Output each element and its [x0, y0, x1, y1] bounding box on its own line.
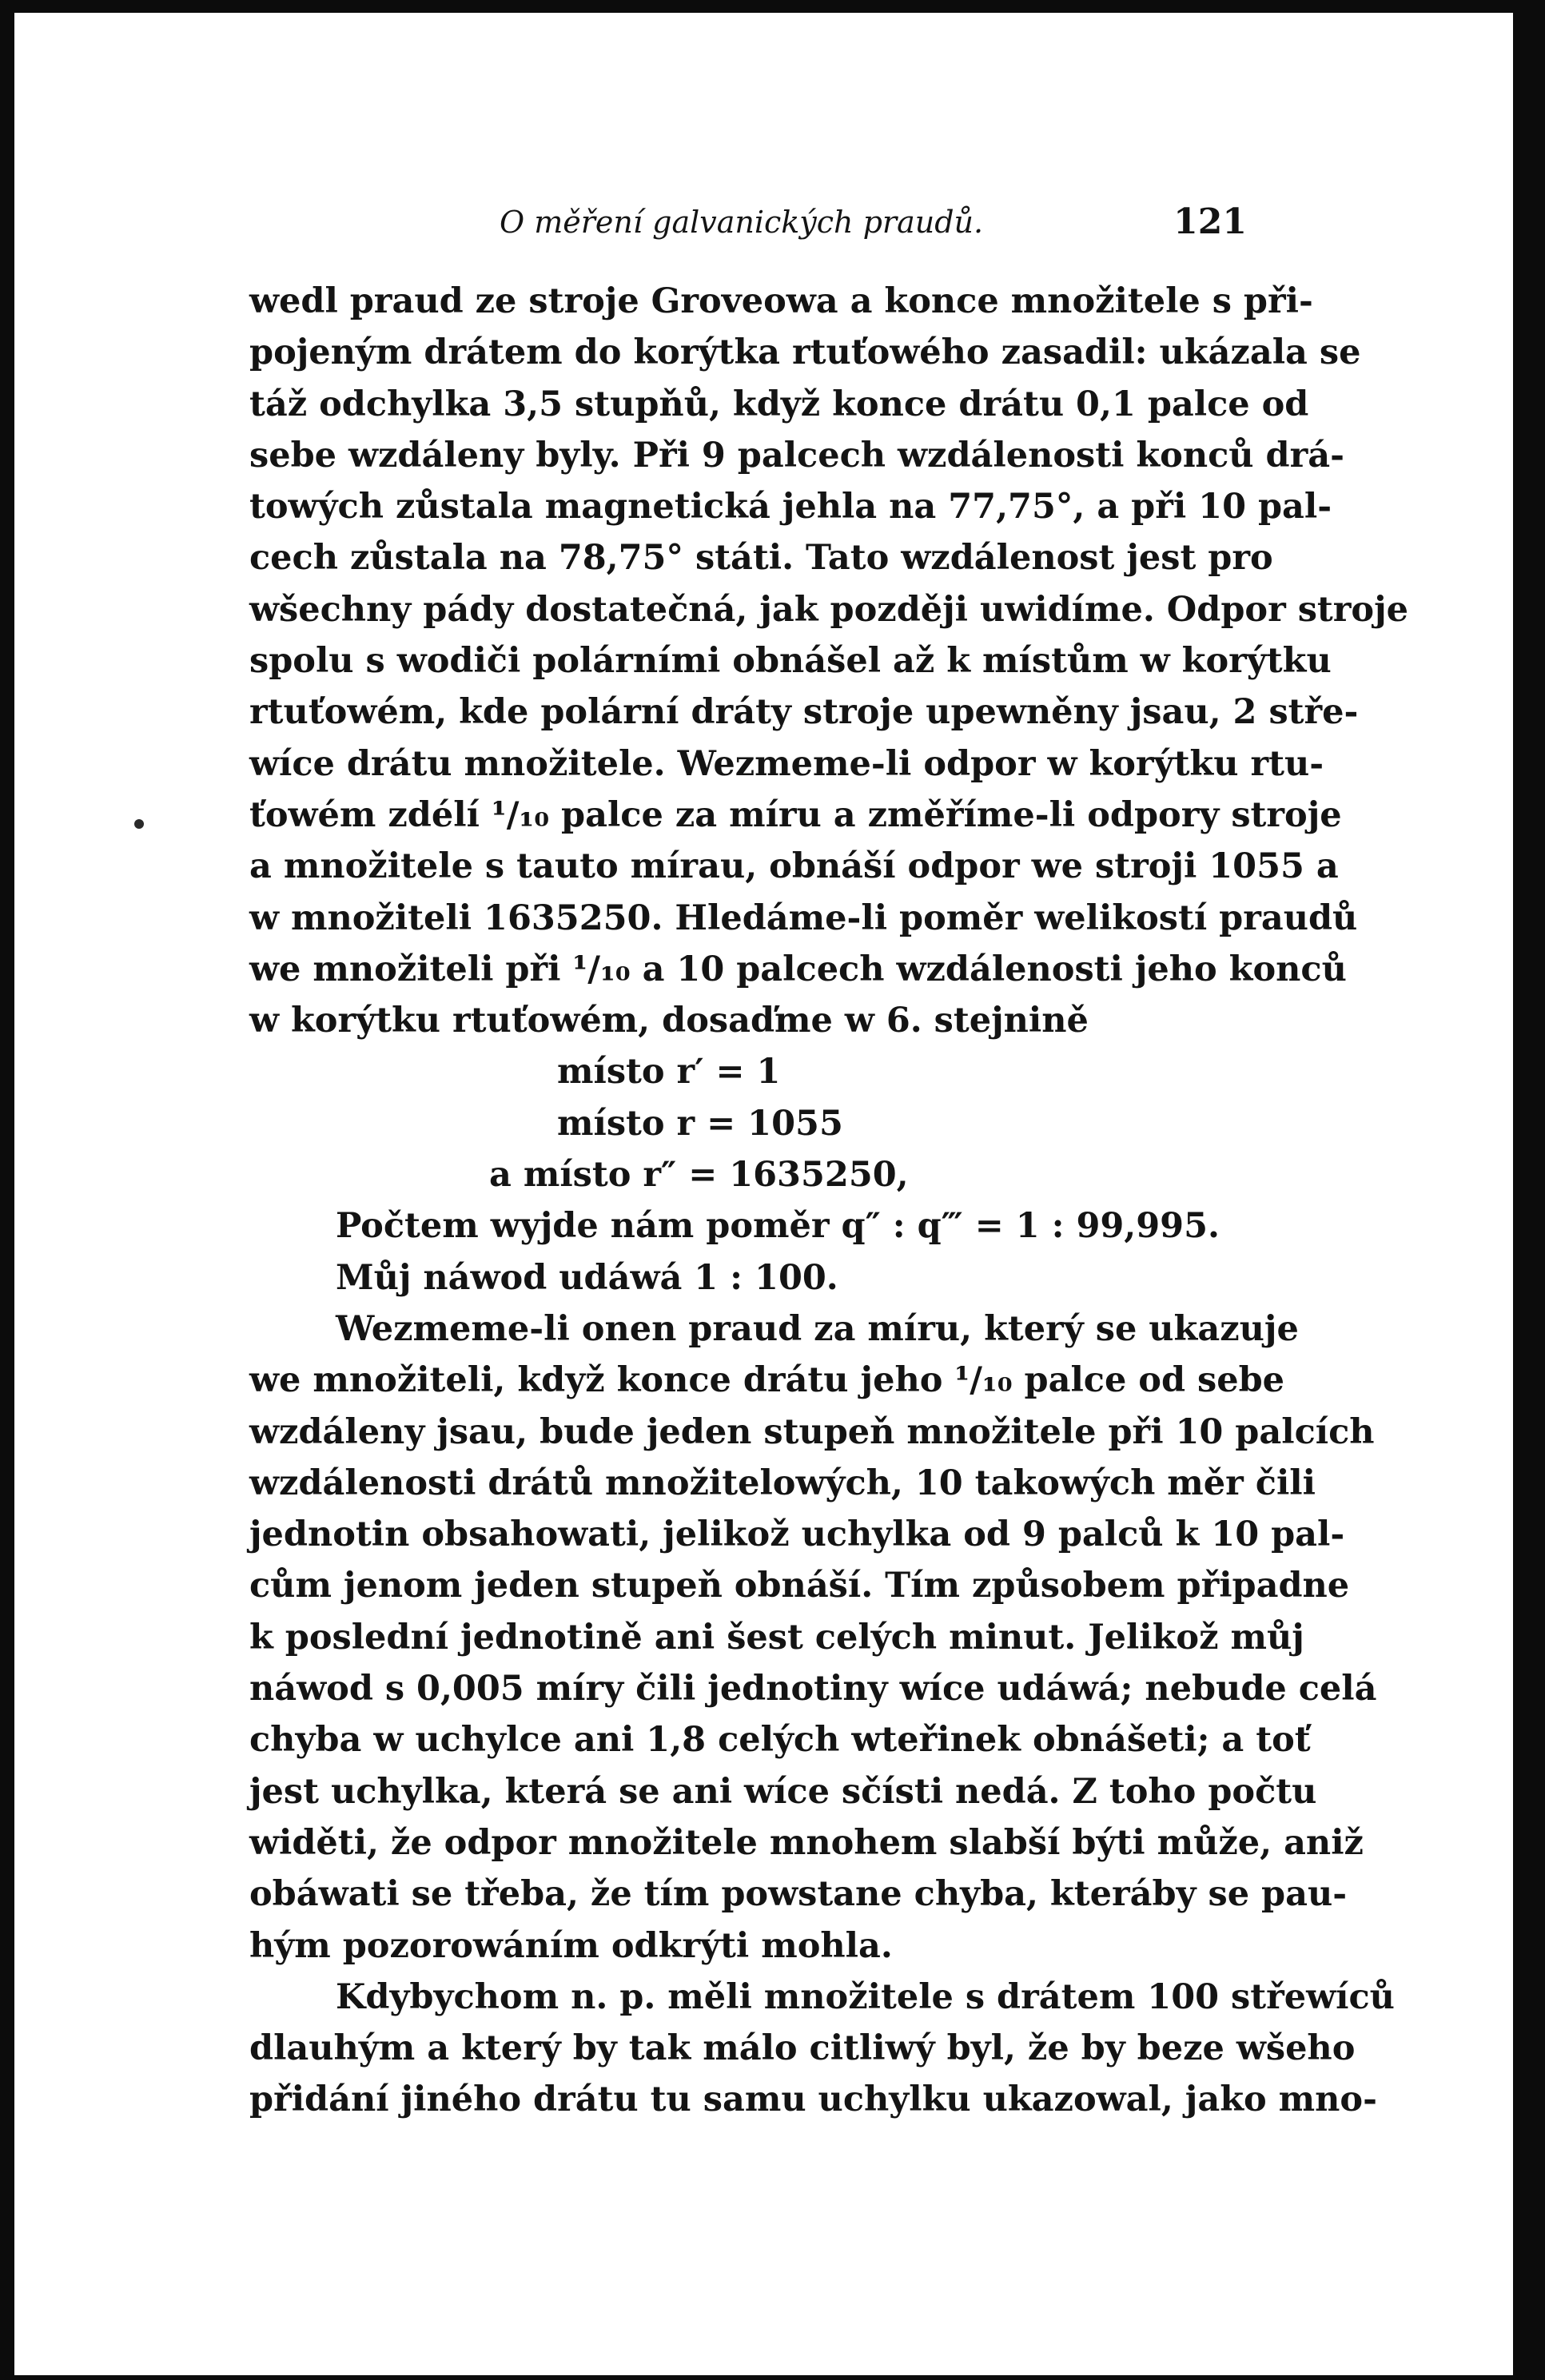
running-title: O měření galvanických praudů. [500, 205, 984, 240]
text-line: dlauhým a který by tak málo citliwý byl, že by beze wšeho [249, 2028, 1356, 2069]
text-line: obáwati se třeba, že tím powstane chyba, kteráby se pau- [249, 1874, 1348, 1915]
scan-border-top [0, 0, 1545, 13]
body-text [249, 276, 1409, 2126]
text-line: jest uchylka, která se ani wíce sčísti nedá. Z toho počtu [249, 1771, 1317, 1812]
text-line: w korýtku rtuťowém, dosaďme w 6. stejnině [249, 1001, 1089, 1041]
equation-line: místo r′ = 1 [557, 1052, 781, 1092]
text-line: wšechny pády dostatečná, jak později uwidíme. Odpor stroje [249, 589, 1409, 630]
paragraph-first-line: Kdybychom n. p. měli množitele s drátem 100 střewíců [336, 1976, 1395, 2017]
text-line: cech zůstala na 78,75° státi. Tato wzdálenost jest pro [249, 538, 1273, 579]
equation-line: a místo r″ = 1635250, [489, 1155, 909, 1196]
text-line: sebe wzdáleny byly. Při 9 palcech wzdálenosti konců drá- [249, 435, 1344, 476]
text-line: rtuťowém, kde polární dráty stroje upewněny jsau, 2 stře- [249, 692, 1359, 733]
text-line: ťowém zdélí ¹/₁₀ palce za míru a změříme-li odpory stroje [249, 794, 1342, 835]
text-line: jednotin obsahowati, jelikož uchylka od 9 palců k 10 pal- [249, 1514, 1345, 1555]
page-header [248, 200, 1247, 248]
text-line: a množitele s tauto mírau, obnáší odpor we stroji 1055 a [249, 846, 1339, 887]
page-number: 121 [1173, 201, 1247, 242]
text-line: towých zůstala magnetická jehla na 77,75°, a při 10 pal- [249, 487, 1332, 527]
paragraph-first-line: Wezmeme-li onen praud za míru, který se ukazuje [336, 1308, 1299, 1349]
text-line: pojeným drátem do korýtka rtuťowého zasadil: ukázala se [249, 332, 1361, 373]
text-line: chyba w uchylce ani 1,8 celých wteřinek obnášeti; a toť [249, 1720, 1311, 1761]
text-line: náwod s 0,005 míry čili jednotiny wíce udáwá; nebude celá [249, 1669, 1377, 1709]
text-line: wzdáleny jsau, bude jeden stupeň množitele při 10 palcích [249, 1411, 1375, 1452]
text-line: táž odchylka 3,5 stupňů, když konce drátu 0,1 palce od [249, 384, 1309, 424]
text-line: wzdálenosti drátů množitelowých, 10 takowých měr čili [249, 1463, 1316, 1503]
scan-border-left [0, 0, 14, 2380]
equation-line: místo r = 1055 [557, 1103, 843, 1144]
text-line: přidání jiného drátu tu samu uchylku ukazowal, jako mno- [249, 2080, 1377, 2120]
text-line: we množiteli při ¹/₁₀ a 10 palcech wzdálenosti jeho konců [249, 949, 1347, 989]
text-line: spolu s wodiči polárními obnášel až k místům w korýtku [249, 641, 1332, 682]
text-line: we množiteli, když konce drátu jeho ¹/₁₀ palce od sebe [249, 1360, 1285, 1401]
scan-border-right [1513, 0, 1545, 2380]
text-line: wedl praud ze stroje Groveowa a konce množitele s při- [249, 281, 1313, 321]
text-line: Počtem wyjde nám poměr q″ : q‴ = 1 : 99,995. [336, 1206, 1220, 1247]
scan-border-bottom [0, 2375, 1545, 2380]
text-line: cům jenom jeden stupeň obnáší. Tím způsobem připadne [249, 1566, 1350, 1606]
text-line: wíce drátu množitele. Wezmeme-li odpor w korýtku rtu- [249, 743, 1324, 784]
ink-speck [134, 819, 144, 829]
text-line: k poslední jednotině ani šest celých minut. Jelikož můj [249, 1617, 1304, 1658]
text-line: w množiteli 1635250. Hledáme-li poměr welikostí praudů [249, 897, 1358, 938]
text-line: widěti, že odpor množitele mnohem slabší býti může, aniž [249, 1822, 1364, 1863]
text-line: hým pozorowáním odkrýti mohla. [249, 1925, 893, 1966]
text-line: Můj náwod udáwá 1 : 100. [336, 1257, 838, 1298]
